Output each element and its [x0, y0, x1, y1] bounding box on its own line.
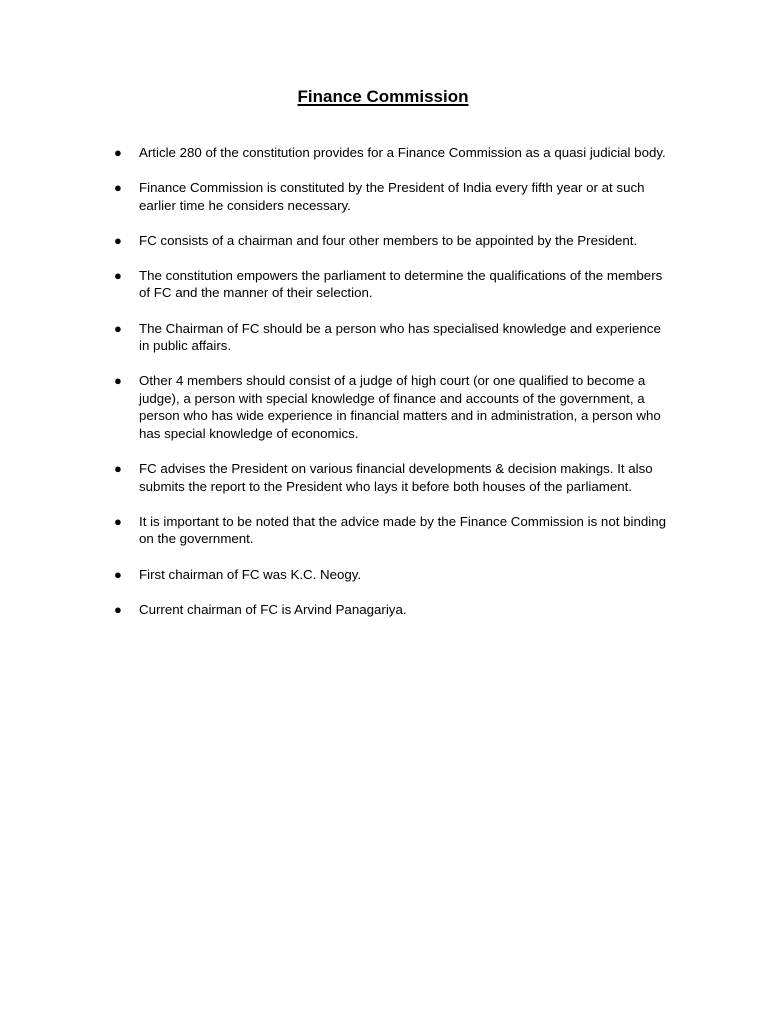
list-item-text: Finance Commission is constituted by the President of India every fifth year or at such earlier time he considers necessary. [139, 180, 645, 213]
list-item-text: Article 280 of the constitution provides for a Finance Commission as a quasi judicial body. [139, 145, 666, 160]
list-item [0, 566, 768, 584]
bullet-icon: ● [114, 232, 122, 248]
list-item-text: It is important to be noted that the advice made by the Finance Commission is not binding on the government. [139, 513, 666, 547]
list-item [0, 179, 768, 214]
list-item [0, 320, 768, 355]
list-item [0, 513, 768, 548]
list-item-text: FC advises the President on various financial developments & decision makings. It also submits the report to the President who lays it before both houses of the parliament. [139, 461, 653, 494]
list-item-text: Other 4 members should consist of a judge of high court (or one qualified to become a judge), a person with special knowledge of finance and accounts of the government, a person who has wide experience in financial matters and in administration, a person who has special knowledge of economics. [139, 373, 661, 442]
list-item-text: The Chairman of FC should be a person who has specialised knowledge and experience in public affairs. [139, 320, 661, 354]
list-item-text: FC consists of a chairman and four other members to be appointed by the President. [139, 232, 638, 248]
bullet-icon: ● [114, 145, 122, 160]
page-title: Finance Commission [297, 87, 469, 106]
list-item [0, 460, 768, 495]
list-item-text: The constitution empowers the parliament to determine the qualifications of the members of FC and the manner of their selection. [139, 267, 663, 301]
bullet-icon: ● [114, 601, 122, 617]
list-item-text: Current chairman of FC is Arvind Panagariya. [139, 601, 407, 617]
bullet-icon: ● [114, 373, 122, 389]
list-item [0, 601, 768, 619]
bullet-icon: ● [114, 566, 122, 582]
list-item [0, 144, 768, 162]
list-item [0, 232, 768, 250]
bullet-list [0, 144, 768, 636]
bullet-icon: ● [114, 267, 122, 283]
list-item [0, 267, 768, 302]
list-item [0, 372, 768, 442]
bullet-icon: ● [114, 320, 122, 336]
bullet-icon: ● [114, 513, 122, 529]
bullet-icon: ● [114, 180, 122, 196]
list-item-text: First chairman of FC was K.C. Neogy. [139, 566, 362, 582]
bullet-icon: ● [114, 461, 122, 477]
